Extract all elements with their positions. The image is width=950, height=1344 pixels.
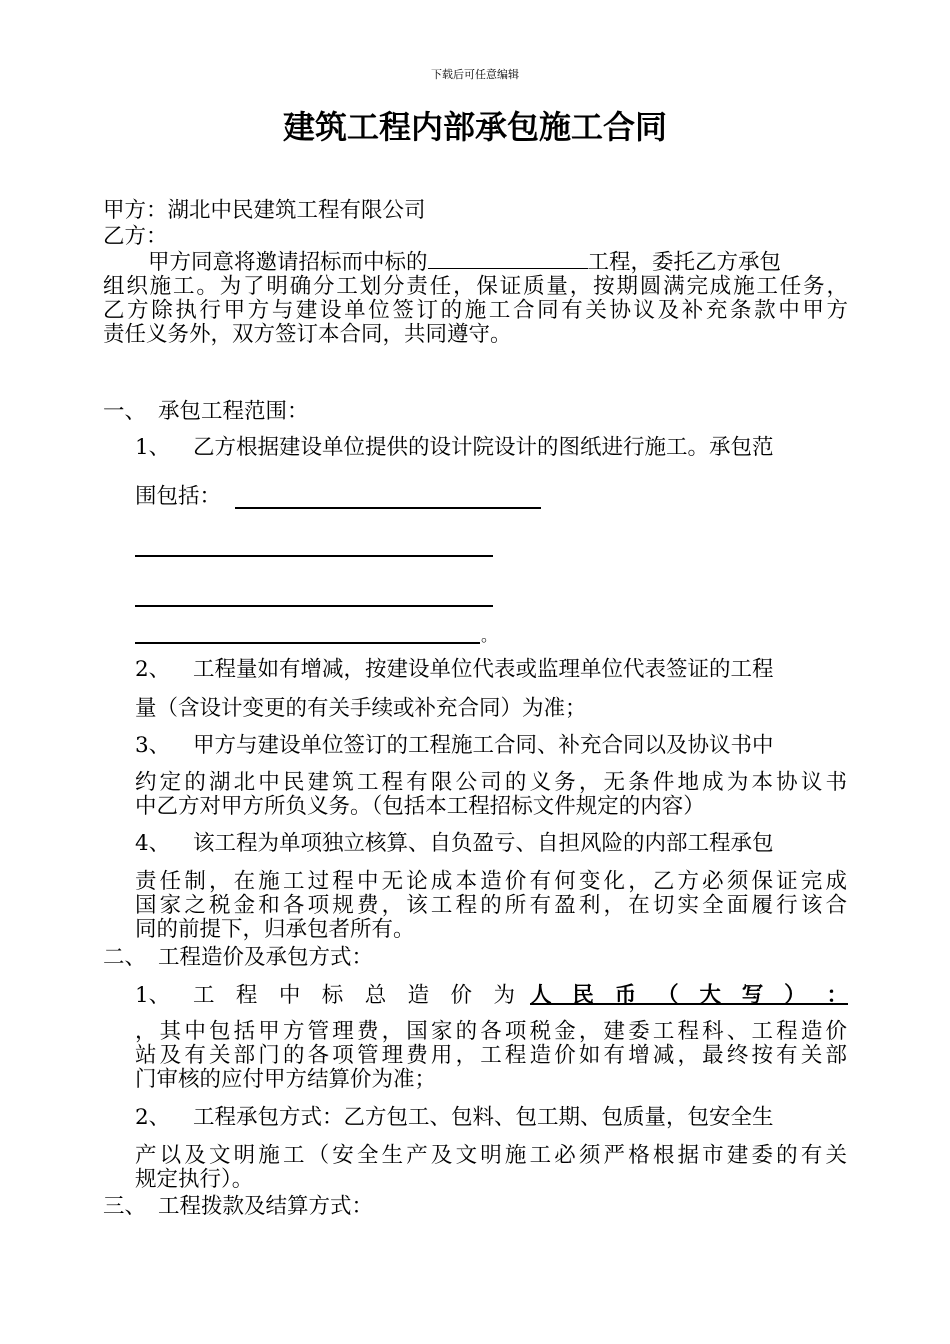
s2-item1-char: 程 [235,983,258,1008]
s1-item1-line1: 乙方根据建设单位提供的设计院设计的图纸进行施工。承包范 [193,435,774,460]
party-a: 甲方：湖北中民建筑工程有限公司 [103,198,426,223]
s2-item1-spaced-text [193,983,515,1009]
s2-item1-char: 价 [450,983,473,1008]
party-b: 乙方： [103,224,168,249]
s2-item2-line3: 规定执行）。 [135,1167,254,1192]
intro-line-4: 责任义务外，双方签订本合同，共同遵守。 [103,322,512,347]
s2-item2-line2: 产以及文明施工（安全生产及文明施工必须严格根据市建委的有关 [135,1143,847,1168]
s1-item2-number: 2、 [135,657,171,682]
s1-item2-line1: 工程量如有增减，按建设单位代表或监理单位代表签证的工程 [193,657,774,682]
s1-item3-line2: 约定的湖北中民建筑工程有限公司的义务，无条件地成为本协议书 [135,770,847,795]
intro-line-2: 组织施工。为了明确分工划分责任，保证质量，按期圆满完成施工任务， [103,274,848,299]
section2-heading: 工程造价及承包方式： [158,945,374,970]
s1-item3-number: 3、 [135,733,171,758]
s2-item1-number: 1、 [135,983,171,1008]
section1-number: 一、 [103,399,147,424]
s1-item4-line3: 国家之税金和各项规费，该工程的所有盈利，在切实全面履行该合 [135,893,847,918]
page-header-note: 下载后可任意编辑 [431,68,519,81]
s2-item1-char: 标 [321,983,344,1008]
s2-item1-line2: ，其中包括甲方管理费，国家的各项税金，建委工程科、工程造价 [135,1019,847,1044]
intro-line-3: 乙方除执行甲方与建设单位签订的施工合同有关协议及补充条款中甲方 [103,298,848,323]
s1-item3-line3: 中乙方对甲方所负义务。（包括本工程招标文件规定的内容） [135,794,705,819]
s1-item4-line1: 该工程为单项独立核算、自负盈亏、自担风险的内部工程承包 [193,831,774,856]
scope-blank-1[interactable] [235,507,541,509]
s2-item1-char: 中 [278,983,301,1008]
scope-blank-3[interactable] [135,605,493,607]
intro-line-1b: 工程，委托乙方承包 [587,250,782,275]
section1-heading: 承包工程范围： [158,399,309,424]
section3-heading: 工程拨款及结算方式： [158,1194,374,1219]
s2-item1-char: 造 [407,983,430,1008]
s2-item1-char: 工 [193,983,215,1008]
contract-price-field[interactable]: 人 民 币 （ 大 写 ） ： [530,983,848,1008]
section2-number: 二、 [103,945,147,970]
s2-item1-char: 总 [364,983,387,1008]
scope-blank-4[interactable] [135,642,480,644]
s2-item2-number: 2、 [135,1105,171,1130]
s1-item3-line1: 甲方与建设单位签订的工程施工合同、补充合同以及协议书中 [193,733,774,758]
s1-item4-line4: 同的前提下，归承包者所有。 [135,917,415,942]
intro-line-1 [148,248,781,276]
s2-item1-char: 为 [493,983,515,1008]
s2-item2-line1: 工程承包方式：乙方包工、包料、包工期、包质量，包安全生 [193,1105,774,1130]
s1-item4-line2: 责任制，在施工过程中无论成本造价有何变化，乙方必须保证完成 [135,869,847,894]
document-title: 建筑工程内部承包施工合同 [282,108,667,146]
scope-blank-2[interactable] [135,555,493,557]
s2-item1-line4: 门审核的应付甲方结算价为准； [135,1067,437,1092]
s1-item2-line2: 量（含设计变更的有关手续或补充合同）为准； [135,696,587,721]
s1-item1-line2: 围包括： [135,484,222,509]
intro-line-1a: 甲方同意将邀请招标而中标的 [148,250,428,275]
s1-item1-number: 1、 [135,435,171,460]
s2-item1-line3: 站及有关部门的各项管理费用，工程造价如有增减，最终按有关部 [135,1043,847,1068]
section3-number: 三、 [103,1194,147,1219]
project-name-blank[interactable] [428,248,588,269]
scope-end-period: 。 [481,626,498,645]
s1-item4-number: 4、 [135,831,171,856]
